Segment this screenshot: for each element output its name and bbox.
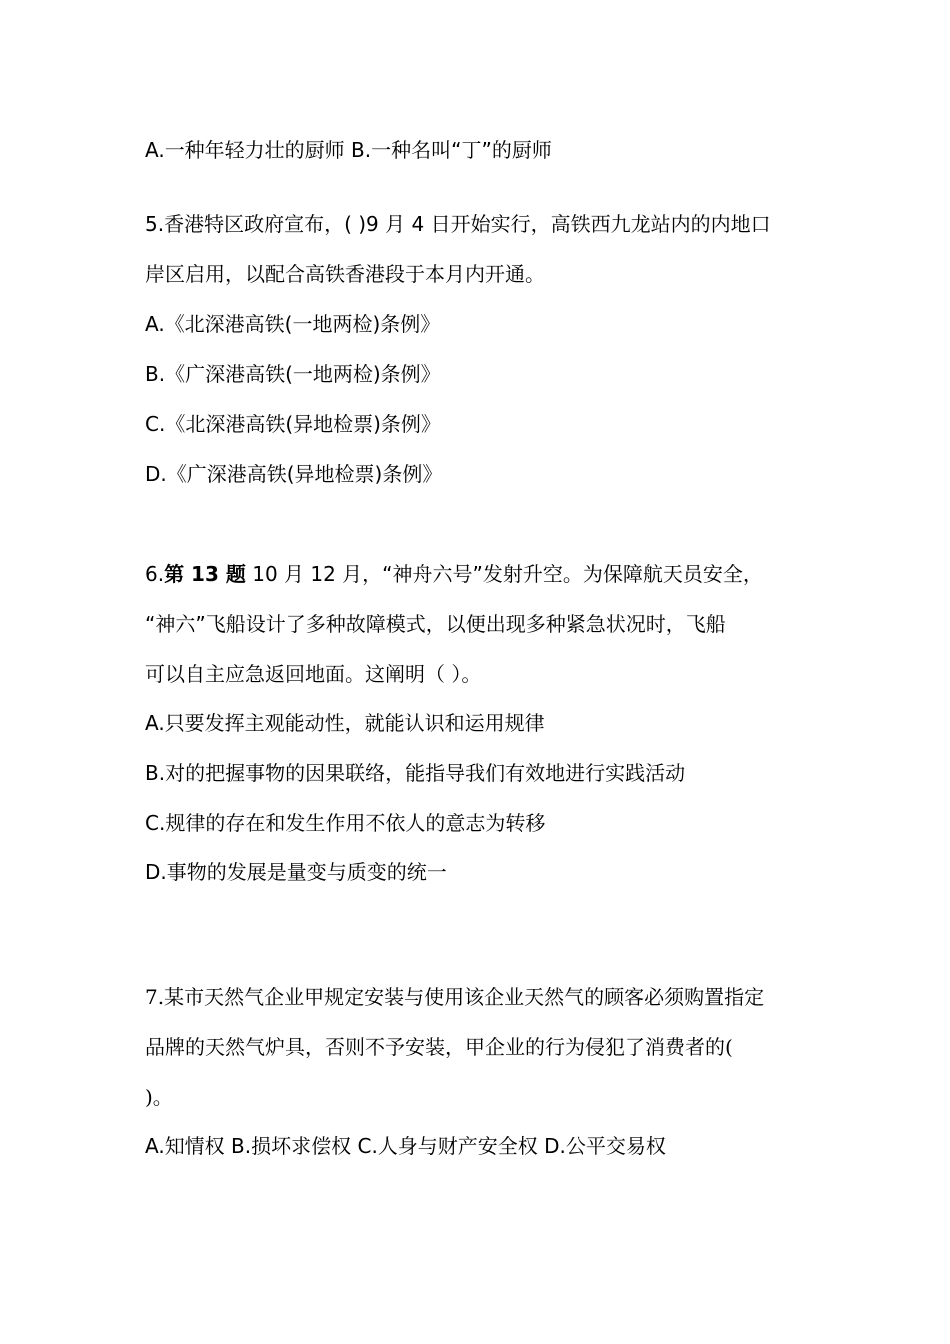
q7-options: A.知情权 B.损坏求偿权 C.人身与财产安全权 D.公平交易权 [145, 1134, 666, 1158]
q5-stem-line-2: 岸区启用，以配合高铁香港段于本月内开通。 [145, 262, 545, 286]
q6-stem-line-1 [145, 560, 763, 588]
q5-stem-line-1: 5.香港特区政府宣布，( )9 月 4 日开始实行，高铁西九龙站内的内地口 [145, 212, 771, 236]
q6-stem-first-rest: 10 月 12 月，“神舟六号”发射升空。为保障航天员安全， [245, 562, 763, 586]
q5-option-b: B.《广深港高铁(一地两检)条例》 [145, 362, 441, 386]
q5-option-d: D.《广深港高铁(异地检票)条例》 [145, 462, 443, 486]
q7-stem-line-2: 品牌的天然气炉具，否则不予安装，甲企业的行为侵犯了消费者的( [145, 1035, 733, 1059]
prev-question-options: A.一种年轻力壮的厨师 B.一种名叫“丁”的厨师 [145, 138, 552, 162]
q5-option-a: A.《北深港高铁(一地两检)条例》 [145, 312, 441, 336]
q6-number: 6. [145, 562, 165, 586]
q6-stem-line-3: 可以自主应急返回地面。这阐明（ ）。 [145, 662, 482, 686]
q6-option-c: C.规律的存在和发生作用不依人的意志为转移 [145, 811, 546, 835]
q5-option-c: C.《北深港高铁(异地检票)条例》 [145, 412, 441, 436]
q6-option-b: B.对的把握事物的因果联络，能指导我们有效地进行实践活动 [145, 761, 686, 785]
q6-option-a: A.只要发挥主观能动性，就能认识和运用规律 [145, 711, 545, 735]
q6-stem-line-2: “神六”飞船设计了多种故障模式，以便出现多种紧急状况时，飞船 [145, 612, 726, 636]
q6-tag: 第 13 题 [164, 562, 246, 586]
q7-stem-line-3: )。 [145, 1085, 173, 1109]
q7-stem-line-1: 7.某市天然气企业甲规定安装与使用该企业天然气的顾客必须购置指定 [145, 985, 765, 1009]
q6-option-d: D.事物的发展是量变与质变的统一 [145, 860, 447, 884]
